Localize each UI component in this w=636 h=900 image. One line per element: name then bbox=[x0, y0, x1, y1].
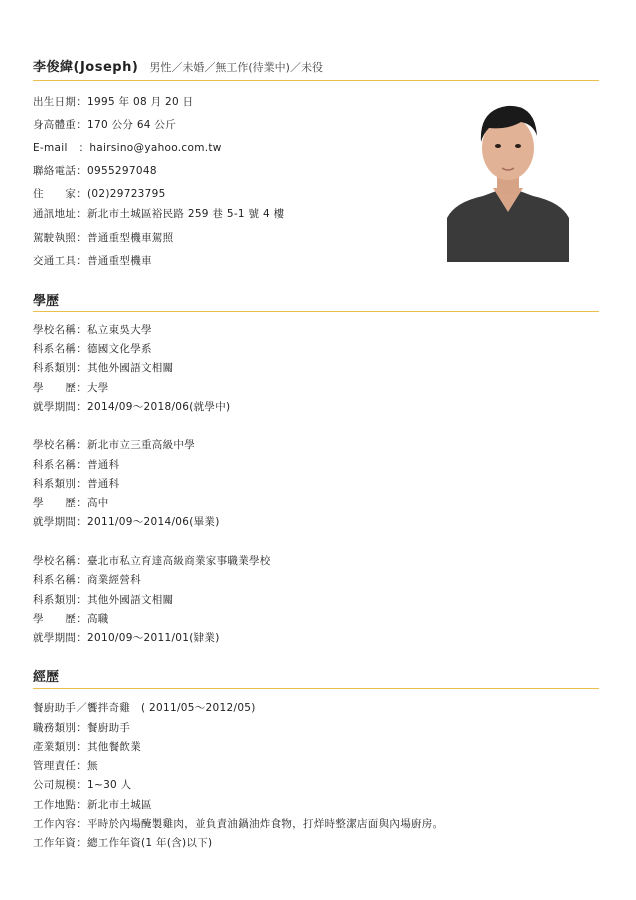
field-label: 科系名稱： bbox=[33, 574, 87, 586]
field-label: 科系名稱： bbox=[33, 343, 87, 355]
field-value: 平時於內場醃製雞肉，並負責油鍋油炸食物，打烊時整潔店面與內場廚房。 bbox=[87, 818, 444, 830]
field-label: 職務類別： bbox=[33, 722, 87, 734]
field-value: 1~30 人 bbox=[87, 779, 132, 791]
height-weight-row bbox=[33, 117, 176, 132]
field-value: 高中 bbox=[87, 497, 109, 509]
field-label: 身高體重： bbox=[33, 119, 87, 131]
phone-row bbox=[33, 163, 157, 178]
address-row bbox=[33, 206, 284, 221]
field-label: 就學期間： bbox=[33, 516, 87, 528]
field-value: 總工作年資(1 年(含)以下) bbox=[87, 837, 213, 849]
field-label: E-mail ： bbox=[33, 142, 90, 154]
field-label: 就學期間： bbox=[33, 401, 87, 413]
degree-row bbox=[33, 611, 109, 626]
field-label: 產業類別： bbox=[33, 741, 87, 753]
study-period-row bbox=[33, 399, 230, 414]
field-value: 其他餐飲業 bbox=[87, 741, 141, 753]
field-label: 科系名稱： bbox=[33, 459, 87, 471]
department-row bbox=[33, 341, 152, 356]
field-value: 新北市土城區裕民路 259 巷 5-1 號 4 樓 bbox=[87, 208, 285, 220]
field-label: 工作內容： bbox=[33, 818, 87, 830]
degree-row bbox=[33, 380, 109, 395]
field-label: 就學期間： bbox=[33, 632, 87, 644]
field-value: 普通科 bbox=[87, 459, 120, 471]
management-row bbox=[33, 758, 98, 773]
field-value: 普通重型機車駕照 bbox=[87, 232, 174, 244]
field-value: 其他外國語文相關 bbox=[87, 362, 174, 374]
license-row bbox=[33, 230, 173, 245]
field-label: 工作年資： bbox=[33, 837, 87, 849]
field-label: 公司規模： bbox=[33, 779, 87, 791]
field-label: 駕駛執照： bbox=[33, 232, 87, 244]
field-value: 2010/09～2011/01(肄業) bbox=[87, 632, 220, 644]
study-period-row bbox=[33, 514, 220, 529]
education-divider bbox=[33, 311, 599, 312]
field-label: 學校名稱： bbox=[33, 555, 87, 567]
field-label: 管理責任： bbox=[33, 760, 87, 772]
department-category-row bbox=[33, 476, 119, 491]
experience-divider bbox=[33, 688, 599, 689]
field-label: 住 家： bbox=[33, 188, 87, 200]
field-label: 交通工具： bbox=[33, 255, 87, 267]
field-value: 普通科 bbox=[87, 478, 120, 490]
email-row bbox=[33, 140, 222, 155]
school-name-row bbox=[33, 437, 195, 452]
field-label: 出生日期： bbox=[33, 96, 87, 108]
job-category-row bbox=[33, 720, 130, 735]
field-label: 科系類別： bbox=[33, 478, 87, 490]
resume-header bbox=[33, 56, 603, 75]
field-value: 2011/09～2014/06(畢業) bbox=[87, 516, 220, 528]
profile-photo bbox=[447, 90, 569, 262]
field-value: 2014/09～2018/06(就學中) bbox=[87, 401, 231, 413]
field-label: 學校名稱： bbox=[33, 439, 87, 451]
industry-row bbox=[33, 739, 141, 754]
field-value: 普通重型機車 bbox=[87, 255, 152, 267]
company-size-row bbox=[33, 777, 131, 792]
education-section-title: 學歷 bbox=[33, 294, 60, 309]
field-value: 德國文化學系 bbox=[87, 343, 152, 355]
field-value: (02)29723795 bbox=[87, 188, 166, 200]
home-phone-row bbox=[33, 186, 166, 201]
field-value: 大學 bbox=[87, 382, 109, 394]
portrait-image bbox=[447, 90, 569, 262]
field-value: 1995 年 08 月 20 日 bbox=[87, 96, 194, 108]
field-value: 私立東吳大學 bbox=[87, 324, 152, 336]
field-value: 餐廚助手 bbox=[87, 722, 131, 734]
field-label: 聯絡電話： bbox=[33, 165, 87, 177]
email-link[interactable]: hairsino@yahoo.com.tw bbox=[89, 142, 222, 154]
field-label: 工作地點： bbox=[33, 799, 87, 811]
field-label: 科系類別： bbox=[33, 362, 87, 374]
job-description-row bbox=[33, 816, 443, 831]
field-label: 學 歷： bbox=[33, 382, 87, 394]
field-label: 學校名稱： bbox=[33, 324, 87, 336]
field-value: 新北市土城區 bbox=[87, 799, 152, 811]
department-row bbox=[33, 457, 119, 472]
job-header-row: 餐廚助手／饗拌奇雞 ( 2011/05～2012/05) bbox=[33, 702, 256, 714]
field-value: 商業經營科 bbox=[87, 574, 141, 586]
field-label: 學 歷： bbox=[33, 613, 87, 625]
header-divider bbox=[33, 80, 599, 81]
field-value: 無 bbox=[87, 760, 98, 772]
field-value: 臺北市私立育達高級商業家事職業學校 bbox=[87, 555, 271, 567]
transport-row bbox=[33, 253, 152, 268]
school-name-row bbox=[33, 553, 271, 568]
department-category-row bbox=[33, 592, 173, 607]
field-value: 0955297048 bbox=[87, 165, 157, 177]
field-value: 新北市立三重高級中學 bbox=[87, 439, 195, 451]
birth-date-row bbox=[33, 94, 193, 109]
field-value: 其他外國語文相關 bbox=[87, 594, 174, 606]
applicant-summary: 男性／未婚／無工作(待業中)／未役 bbox=[149, 61, 323, 74]
field-value: 高職 bbox=[87, 613, 109, 625]
department-row bbox=[33, 572, 141, 587]
applicant-name: 李俊緯(Joseph) bbox=[33, 60, 139, 75]
field-label: 通訊地址： bbox=[33, 208, 87, 220]
study-period-row bbox=[33, 630, 220, 645]
department-category-row bbox=[33, 360, 173, 375]
degree-row bbox=[33, 495, 109, 510]
experience-section-title: 經歷 bbox=[33, 670, 60, 685]
school-name-row bbox=[33, 322, 152, 337]
work-location-row bbox=[33, 797, 152, 812]
work-seniority-row bbox=[33, 835, 212, 850]
field-label: 學 歷： bbox=[33, 497, 87, 509]
field-label: 科系類別： bbox=[33, 594, 87, 606]
field-value: 170 公分 64 公斤 bbox=[87, 119, 177, 131]
